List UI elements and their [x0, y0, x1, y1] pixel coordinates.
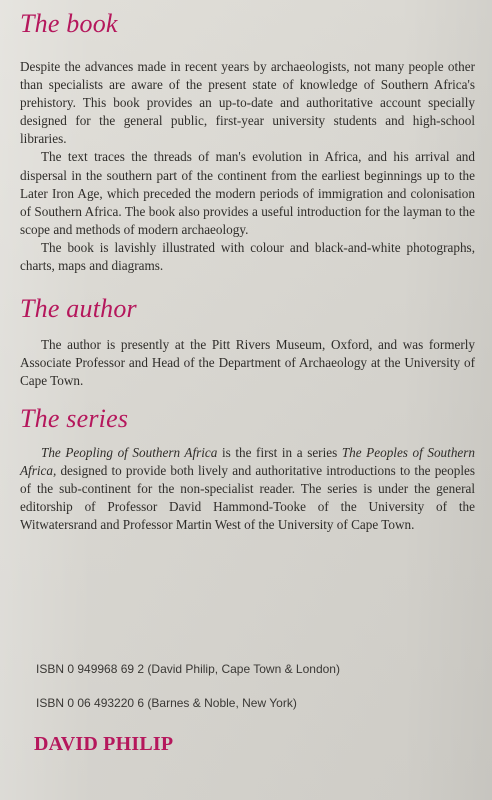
the-book-heading: The book	[20, 9, 118, 38]
book-content-paragraph: The text traces the threads of man's evolution in Africa, and his arrival and dispersal in the southern part of the continent from the earliest beginnings up to the Later Iron Age, which preceded the modern periods of immigration and colonisation of Southern Africa. The book also provides a useful introduction for the layman to the scope and methods of modern archaeology.	[20, 149, 475, 237]
series-title-italic: The Peoples of Southern Africa,	[20, 445, 475, 479]
isbn-new-york-line: ISBN 0 06 493220 6 (Barnes & Noble, New York)	[36, 696, 297, 710]
the-book-section	[20, 58, 475, 275]
book-illustrations-paragraph: The book is lavishly illustrated with colour and black-and-white photographs, charts, maps and diagrams.	[20, 239, 475, 274]
the-series-section	[20, 444, 475, 534]
the-author-section	[20, 336, 475, 390]
isbn-south-africa-line: ISBN 0 949968 69 2 (David Philip, Cape Town & London)	[36, 662, 340, 676]
the-series-heading: The series	[20, 404, 129, 433]
series-paragraph	[20, 444, 475, 534]
series-intro-text: is the first in a series	[217, 445, 342, 460]
series-description-text: designed to provide both lively and authoritative introductions to the peoples of the sub-continent for the non-specialist reader. The series is under the general editorship of Professor David Hammond-Tooke of the University of the Witwatersrand and Professor Martin West of the University of Cape Town.	[20, 463, 475, 533]
book-title-italic: The Peopling of Southern Africa	[41, 445, 218, 460]
book-description-paragraph: Despite the advances made in recent years by archaeologists, not many people other than specialists are aware of the present state of knowledge of Southern Africa's prehistory. This book provides an up-to-date and authoritative account specially designed for the general public, first-year university students and high-school libraries.	[20, 59, 475, 147]
author-paragraph: The author is presently at the Pitt Rivers Museum, Oxford, and was formerly Associate Professor and Head of the Department of Archaeology at the University of Cape Town.	[20, 337, 475, 389]
publisher-name: DAVID PHILIP	[34, 733, 174, 755]
the-author-heading: The author	[20, 294, 137, 323]
